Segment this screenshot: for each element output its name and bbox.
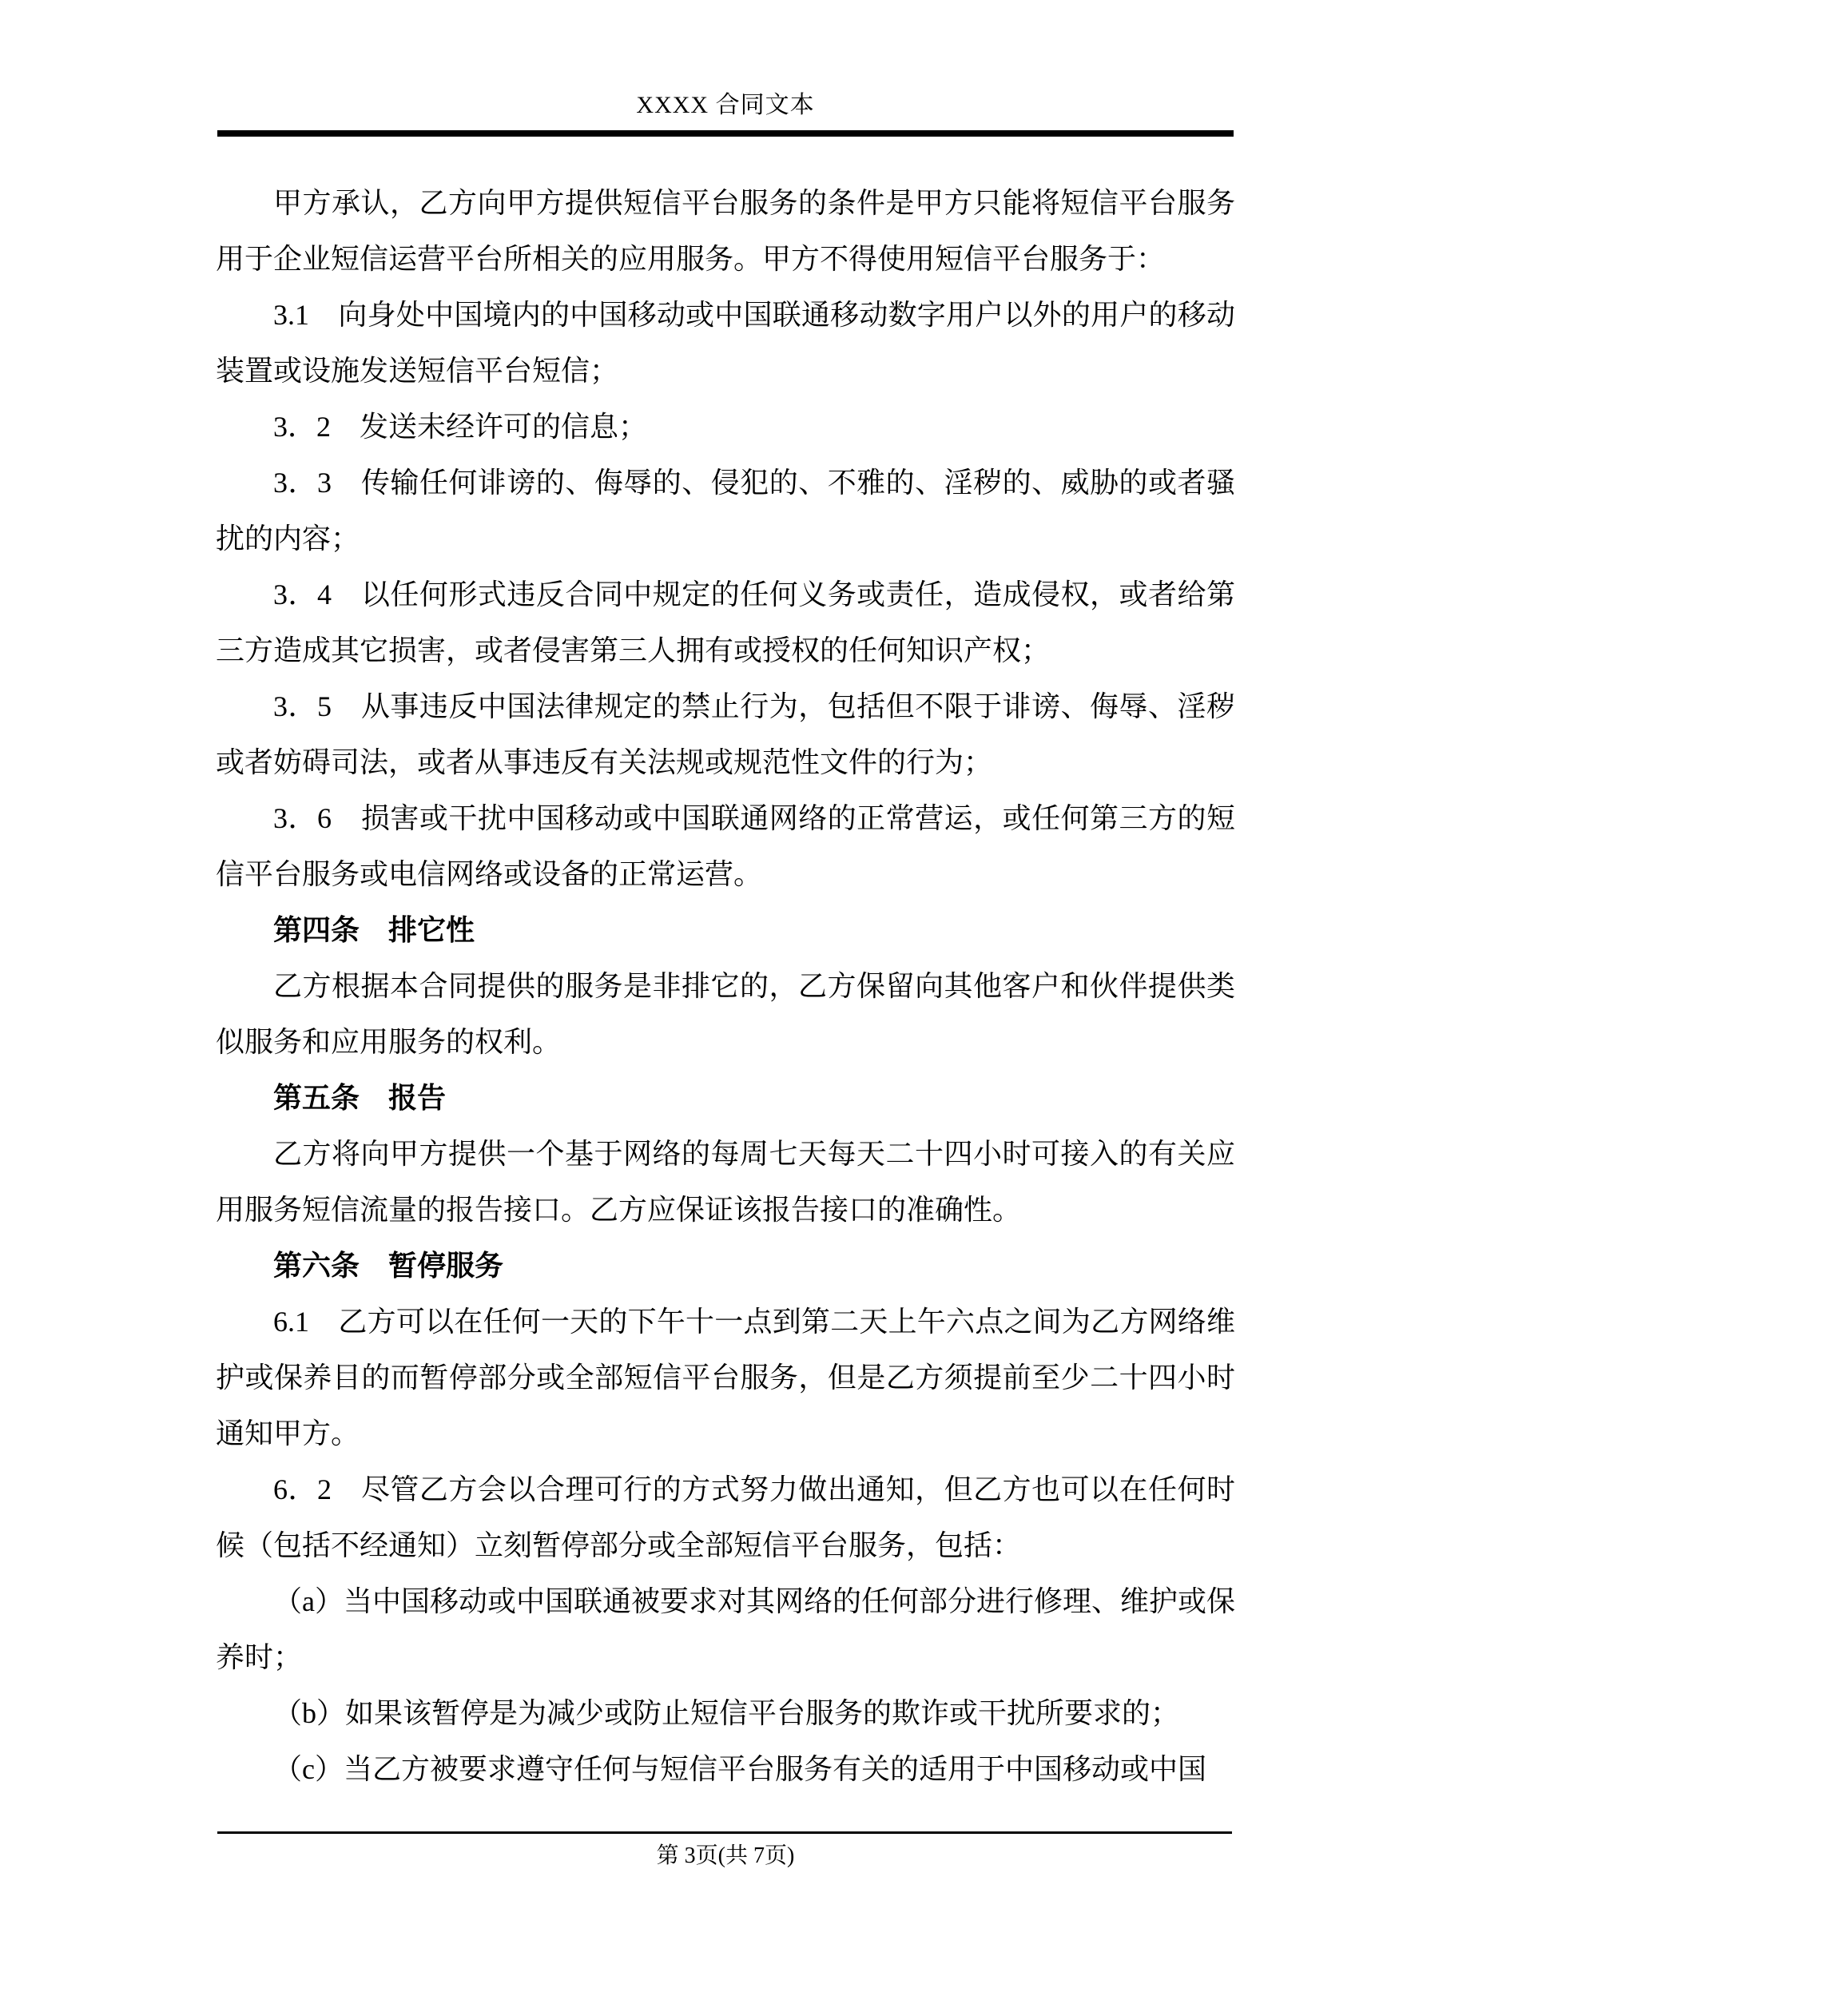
contract-paragraph: 3．2 发送未经许可的信息； [273,411,648,443]
contract-paragraph: 乙方根据本合同提供的服务是非排它的，乙方保留向其他客户和伙伴提供类似服务和应用服务的权利。 [216,970,1235,1058]
contract-paragraph: （b）如果该暂停是为减少或防止短信平台服务的欺诈或干扰所要求的； [273,1697,1180,1729]
contract-paragraph: 乙方将向甲方提供一个基于网络的每周七天每天二十四小时可接入的有关应用服务短信流量的报告接口。乙方应保证该报告接口的准确性。 [216,1138,1235,1226]
contract-paragraph: 6．2 尽管乙方会以合理可行的方式努力做出通知，但乙方也可以在任何时候（包括不经通知）立刻暂停部分或全部短信平台服务，包括： [216,1473,1235,1561]
document-body [216,175,1235,1797]
contract-paragraph: 甲方承认，乙方向甲方提供短信平台服务的条件是甲方只能将短信平台服务用于企业短信运营平台所相关的应用服务。甲方不得使用短信平台服务于： [216,187,1235,275]
section-heading: 第六条 暂停服务 [273,1250,504,1282]
section-heading: 第五条 报告 [273,1082,447,1114]
page-number-indicator: 第 3页(共 7页) [656,1843,795,1868]
contract-paragraph: 3．3 传输任何诽谤的、侮辱的、侵犯的、不雅的、淫秽的、威胁的或者骚扰的内容； [216,467,1235,555]
footer-divider-line [217,1831,1232,1834]
contract-paragraph: 6.1 乙方可以在任何一天的下午十一点到第二天上午六点之间为乙方网络维护或保养目的而暂停部分或全部短信平台服务，但是乙方须提前至少二十四小时通知甲方。 [216,1306,1235,1449]
contract-paragraph: 3．6 损害或干扰中国移动或中国联通网络的正常营运，或任何第三方的短信平台服务或电信网络或设备的正常运营。 [216,802,1235,890]
page-header-title: XXXX 合同文本 [636,92,815,118]
contract-paragraph: 3.1 向身处中国境内的中国移动或中国联通移动数字用户以外的用户的移动装置或设施发送短信平台短信； [216,299,1235,387]
section-heading: 第四条 排它性 [273,914,475,946]
contract-paragraph: （a）当中国移动或中国联通被要求对其网络的任何部分进行修理、维护或保养时； [216,1585,1235,1673]
contract-paragraph: 3．5 从事违反中国法律规定的禁止行为，包括但不限于诽谤、侮辱、淫秽或者妨碍司法，或者从事违反有关法规或规范性文件的行为； [216,690,1235,778]
header-divider-line [217,130,1234,137]
contract-paragraph: 3．4 以任何形式违反合同中规定的任何义务或责任，造成侵权，或者给第三方造成其它损害，或者侵害第三人拥有或授权的任何知识产权； [216,579,1235,666]
contract-paragraph: （c）当乙方被要求遵守任何与短信平台服务有关的适用于中国移动或中国 [273,1753,1206,1785]
